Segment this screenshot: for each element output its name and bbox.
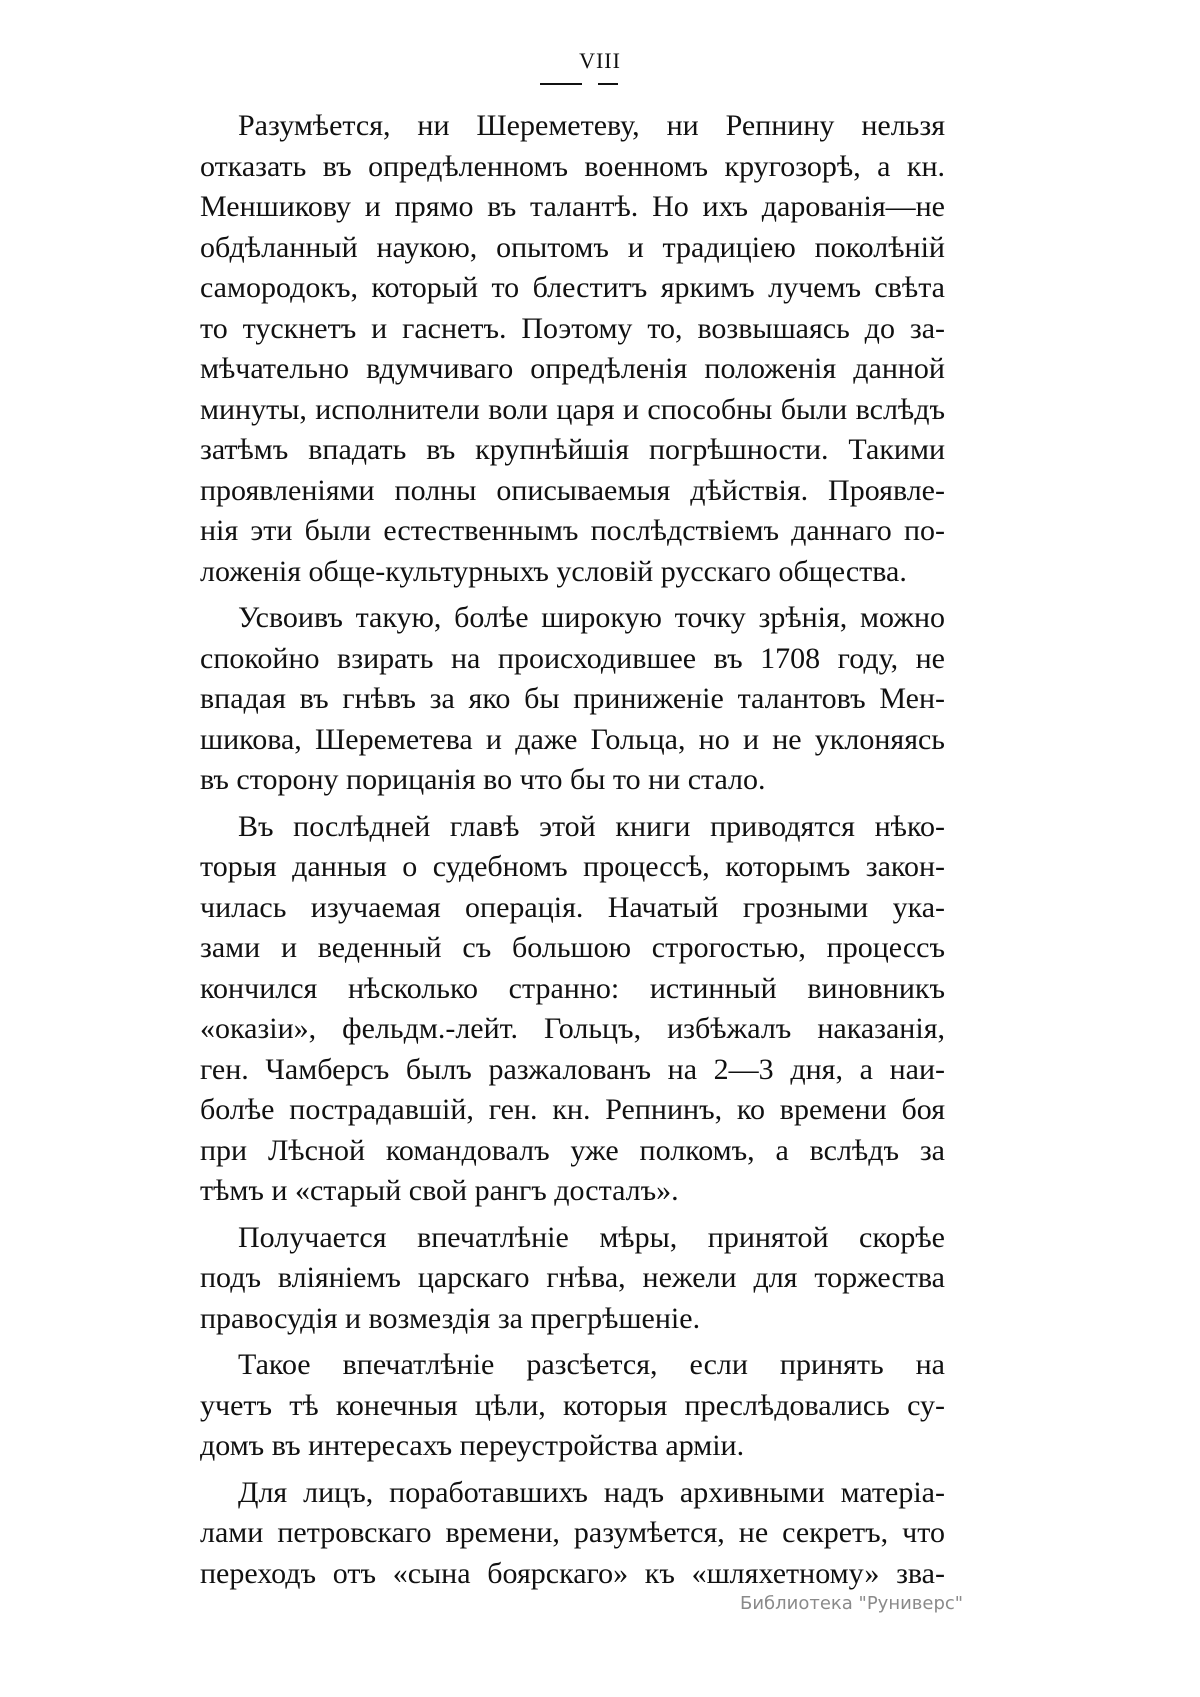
text-line: Для лицъ, поработавшихъ надъ архивными матеріа- [238, 1475, 945, 1509]
page-number: VIII [579, 48, 621, 73]
text-line: Разумѣется, ни Шереметеву, ни Репнину нельзя [238, 109, 945, 142]
text-line: чилась изучаемая операція. Начатый грозными ука- [200, 890, 945, 924]
text-line: учетъ тѣ конечныя цѣли, которыя преслѣдовались су- [200, 1388, 945, 1422]
text-line: Усвоивъ такую, болѣе широкую точку зрѣнія, можно [238, 601, 945, 634]
text-line: впадая въ гнѣвъ за яко бы приниженіе талантовъ Мен- [200, 682, 945, 715]
paragraph [200, 807, 945, 1212]
text-line: при Лѣсной командовалъ уже полкомъ, а вслѣдъ за [200, 1133, 945, 1167]
text-line: затѣмъ впадать въ крупнѣйшія погрѣшности. Такими [200, 433, 945, 466]
header-rule-right [598, 83, 618, 85]
text-line: проявленіями полны описываемыя дѣйствія. Проявле- [200, 473, 945, 507]
text-line: ложенія обще-культурныхъ условій русскаго общества. [200, 554, 907, 588]
text-line: отказать въ опредѣленномъ военномъ кругозорѣ, а кн. [200, 149, 945, 183]
text-line: лами петровскаго времени, разумѣется, не секретъ, что [200, 1516, 945, 1549]
paragraph [200, 1218, 945, 1340]
text-line: ген. Чамберсъ былъ разжалованъ на 2—3 дня, а наи- [200, 1052, 945, 1086]
text-line: мѣчательно вдумчиваго опредѣленія положенія данной [200, 352, 945, 385]
text-line: Въ послѣдней главѣ этой книги приводятся нѣко- [238, 809, 945, 843]
text-line: кончился нѣсколько странно: истинный виновникъ [200, 971, 945, 1005]
text-line: торыя данныя о судебномъ процессѣ, которымъ закон- [200, 850, 945, 883]
text-line: въ сторону порицанія во что бы то ни стало. [200, 763, 766, 796]
text-line: шикова, Шереметева и даже Гольца, но и не уклоняясь [200, 722, 945, 756]
text-line: спокойно взирать на происходившее въ 1708 году, не [200, 641, 945, 675]
paragraph [200, 1473, 945, 1595]
header-rule-left [540, 83, 582, 85]
text-line: домъ въ интересахъ переустройства арміи. [200, 1429, 745, 1462]
text-line: обдѣланный наукою, опытомъ и традиціею поколѣній [200, 230, 945, 264]
paragraph [200, 598, 945, 801]
text-line: Получается впечатлѣніе мѣры, принятой скорѣе [238, 1220, 945, 1254]
text-line: болѣе пострадавшій, ген. кн. Репнинъ, ко времени боя [200, 1093, 945, 1126]
text-line: переходъ отъ «сына боярскаго» къ «шляхетному» зва- [200, 1556, 945, 1590]
text-line: «оказіи», фельдм.-лейт. Гольцъ, избѣжалъ наказанія, [200, 1012, 945, 1045]
text-line: самородокъ, который то блеститъ яркимъ лучемъ свѣта [200, 271, 945, 304]
watermark: Библиотека "Руниверс" [740, 1593, 964, 1614]
text-line: подъ вліяніемъ царскаго гнѣва, нежели для торжества [200, 1261, 945, 1294]
paragraph [200, 1345, 945, 1467]
text-line: то тускнетъ и гаснетъ. Поэтому то, возвышаясь до за- [200, 311, 945, 345]
body-text [200, 106, 945, 1600]
paragraph [200, 106, 945, 592]
text-line: минуты, исполнители воли царя и способны были вслѣдъ [200, 392, 945, 426]
text-line: правосудія и возмездія за прегрѣшеніе. [200, 1301, 701, 1335]
text-line: Такое впечатлѣніе разсѣется, если принять на [238, 1348, 945, 1381]
text-line: тѣмъ и «старый свой рангъ досталъ». [200, 1174, 679, 1207]
text-line: Меншикову и прямо въ талантѣ. Но ихъ дарованія—не [200, 190, 945, 223]
text-line: нія эти были естественнымъ послѣдствіемъ даннаго по- [200, 514, 945, 547]
text-line: зами и веденный съ большою строгостью, процессъ [200, 931, 945, 964]
